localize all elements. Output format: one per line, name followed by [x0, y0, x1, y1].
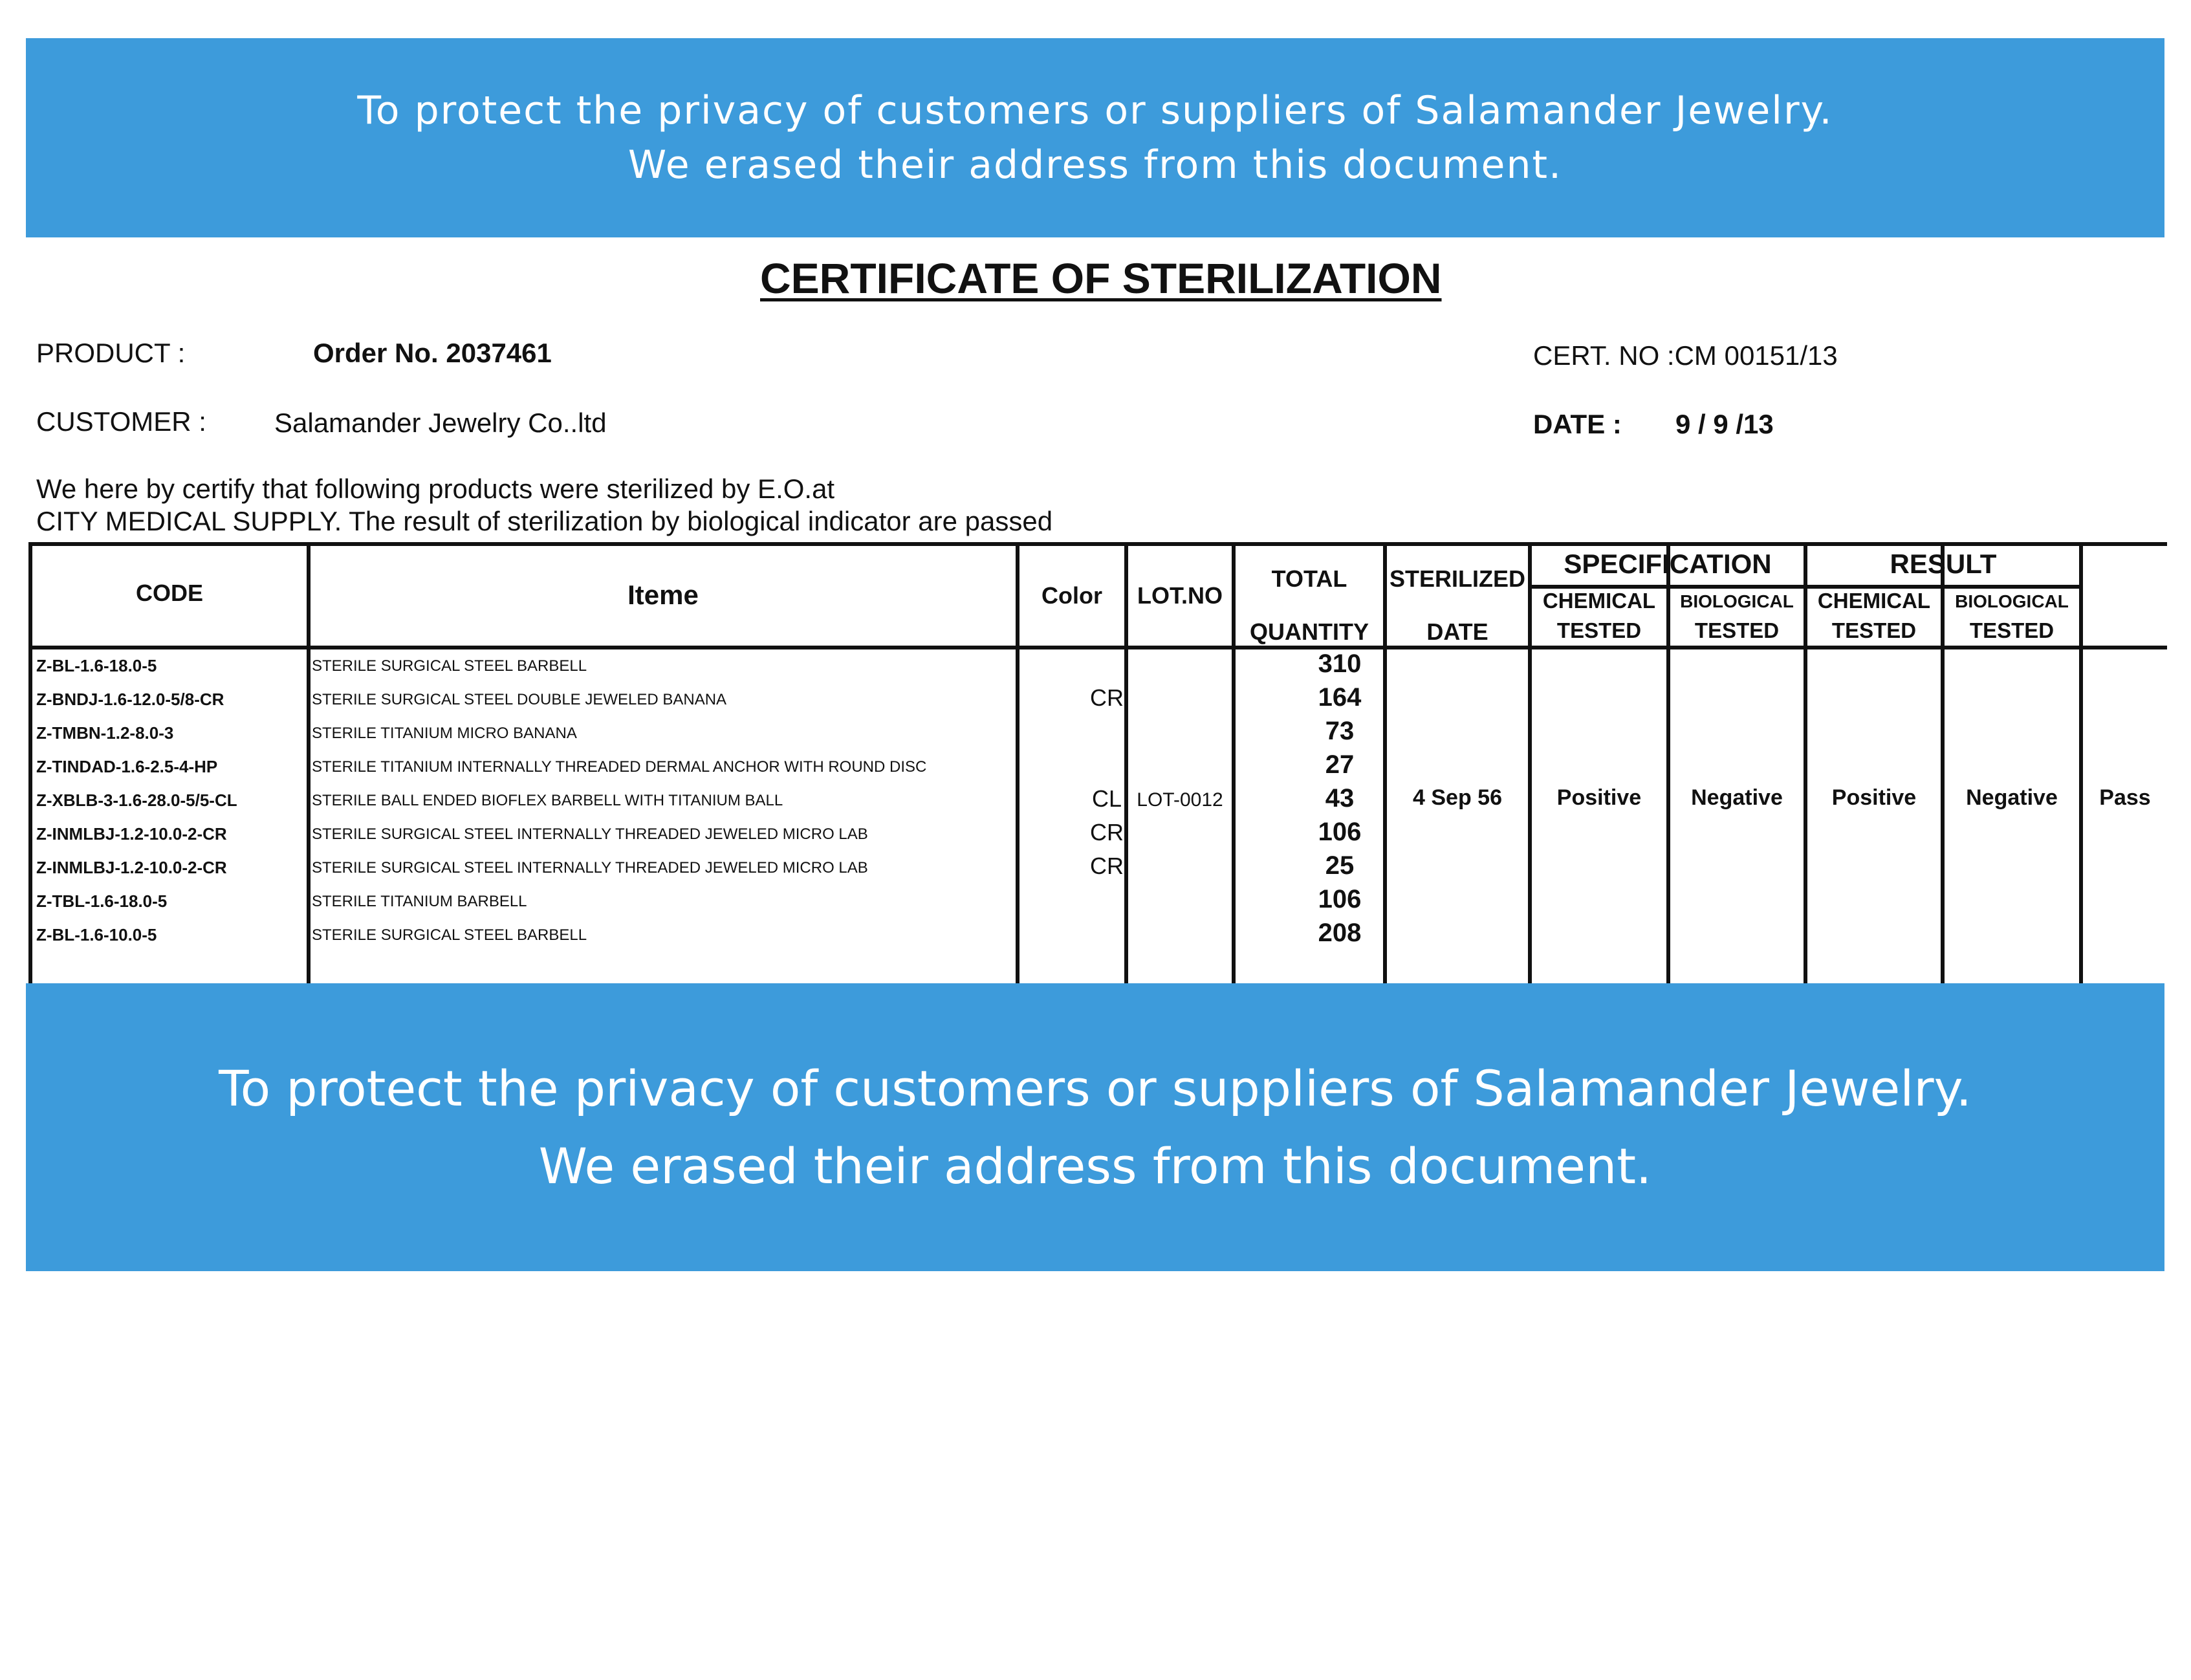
lot-number: LOT-0012	[1137, 789, 1223, 811]
row-item: STERILE TITANIUM BARBELL	[312, 893, 527, 910]
header-specification: SPECIFICATION	[1564, 549, 1772, 579]
row-item: STERILE TITANIUM MICRO BANANA	[312, 725, 577, 742]
spec-biological-value: Negative	[1691, 785, 1783, 810]
product-label: PRODUCT :	[36, 338, 186, 368]
row-quantity: 310	[1318, 649, 1362, 678]
row-item: STERILE TITANIUM INTERNALLY THREADED DERMAL ANCHOR WITH ROUND DISC	[312, 758, 927, 776]
privacy-banner-line2: We erased their address from this document.	[627, 142, 1563, 188]
row-quantity: 43	[1325, 784, 1355, 813]
col-divider	[1124, 546, 1128, 987]
header-sterilized: STERILIZED	[1389, 565, 1525, 592]
statement-line2: CITY MEDICAL SUPPLY. The result of sterilization by biological indicator are passed	[36, 506, 1053, 536]
statement-line1: We here by certify that following products were sterilized by E.O.at	[36, 474, 835, 504]
sterilization-table	[28, 542, 2167, 983]
row-item: STERILE SURGICAL STEEL INTERNALLY THREADED JEWELED MICRO LAB	[312, 859, 868, 877]
col-divider	[1016, 546, 1019, 987]
header-quantity: QUANTITY	[1250, 618, 1369, 645]
result-chemical-value: Positive	[1831, 785, 1917, 810]
row-quantity: 27	[1325, 750, 1355, 779]
header-lot: LOT.NO	[1137, 582, 1223, 609]
col-divider	[2079, 546, 2083, 987]
row-code: Z-XBLB-3-1.6-28.0-5/5-CL	[36, 791, 237, 810]
header-result: RESULT	[1890, 549, 1997, 579]
sterilized-date: 4 Sep 56	[1413, 785, 1502, 810]
col-divider	[307, 546, 311, 987]
result-biological-value: Negative	[1966, 785, 2058, 810]
cert-no: CERT. NO :CM 00151/13	[1533, 340, 1838, 371]
header-bottom-line	[32, 646, 2167, 649]
row-code: Z-TINDAD-1.6-2.5-4-HP	[36, 757, 218, 776]
privacy-banner-line1: To protect the privacy of customers or suppliers of Salamander Jewelry.	[357, 88, 1833, 133]
date-label: DATE :	[1533, 409, 1622, 439]
header-spec-chemical: CHEMICAL	[1542, 589, 1656, 613]
date-value: 9 / 9 /13	[1675, 409, 1774, 439]
privacy-banner-line1: To protect the privacy of customers or suppliers of Salamander Jewelry.	[219, 1059, 1972, 1117]
row-color: CR	[1090, 819, 1124, 845]
header-result-chemical: CHEMICAL	[1817, 589, 1931, 613]
privacy-banner-top	[26, 38, 2164, 237]
header-result-biological-tested: TESTED	[1969, 618, 2055, 642]
header-color: Color	[1041, 582, 1102, 609]
row-code: Z-INMLBJ-1.2-10.0-2-CR	[36, 824, 227, 844]
header-code: CODE	[135, 580, 203, 606]
row-color: CR	[1090, 684, 1124, 711]
customer-value: Salamander Jewelry Co..ltd	[274, 408, 607, 438]
privacy-banner-line2: We erased their address from this document.	[538, 1137, 1652, 1195]
privacy-banner-bottom	[26, 983, 2164, 1271]
row-quantity: 73	[1325, 717, 1355, 745]
col-divider	[1941, 546, 1945, 987]
header-item: Iteme	[627, 580, 699, 610]
row-quantity: 208	[1318, 919, 1362, 947]
row-item: STERILE SURGICAL STEEL BARBELL	[312, 657, 587, 675]
row-code: Z-INMLBJ-1.2-10.0-2-CR	[36, 858, 227, 877]
col-divider	[1232, 546, 1236, 987]
customer-label: CUSTOMER :	[36, 406, 206, 437]
row-color: CL	[1091, 785, 1122, 812]
header-result-biological: BIOLOGICAL	[1955, 591, 2069, 611]
row-quantity: 106	[1318, 818, 1362, 846]
row-code: Z-BL-1.6-18.0-5	[36, 656, 157, 675]
row-item: STERILE SURGICAL STEEL BARBELL	[312, 926, 587, 944]
header-result-chemical-tested: TESTED	[1831, 618, 1917, 642]
row-quantity: 164	[1318, 683, 1362, 712]
header-spec-biological-tested: TESTED	[1694, 618, 1780, 642]
header-date: DATE	[1426, 618, 1488, 645]
col-divider	[1666, 546, 1670, 987]
row-color: CR	[1090, 853, 1124, 879]
row-item: STERILE SURGICAL STEEL INTERNALLY THREADED JEWELED MICRO LAB	[312, 825, 868, 843]
product-value: Order No. 2037461	[313, 338, 552, 368]
row-item: STERILE SURGICAL STEEL DOUBLE JEWELED BANANA	[312, 691, 727, 708]
page-title: CERTIFICATE OF STERILIZATION	[760, 254, 1442, 302]
row-code: Z-BL-1.6-10.0-5	[36, 925, 157, 944]
header-spec-chemical-tested: TESTED	[1556, 618, 1642, 642]
header-spec-biological: BIOLOGICAL	[1680, 591, 1794, 611]
row-code: Z-TBL-1.6-18.0-5	[36, 891, 168, 911]
row-item: STERILE BALL ENDED BIOFLEX BARBELL WITH TITANIUM BALL	[312, 792, 783, 809]
row-code: Z-BNDJ-1.6-12.0-5/8-CR	[36, 690, 224, 709]
row-code: Z-TMBN-1.2-8.0-3	[36, 723, 174, 743]
row-quantity: 106	[1318, 885, 1362, 913]
row-quantity: 25	[1325, 851, 1355, 880]
pass-status: Pass	[2099, 785, 2151, 810]
spec-chemical-value: Positive	[1556, 785, 1642, 810]
header-total: TOTAL	[1271, 565, 1347, 592]
